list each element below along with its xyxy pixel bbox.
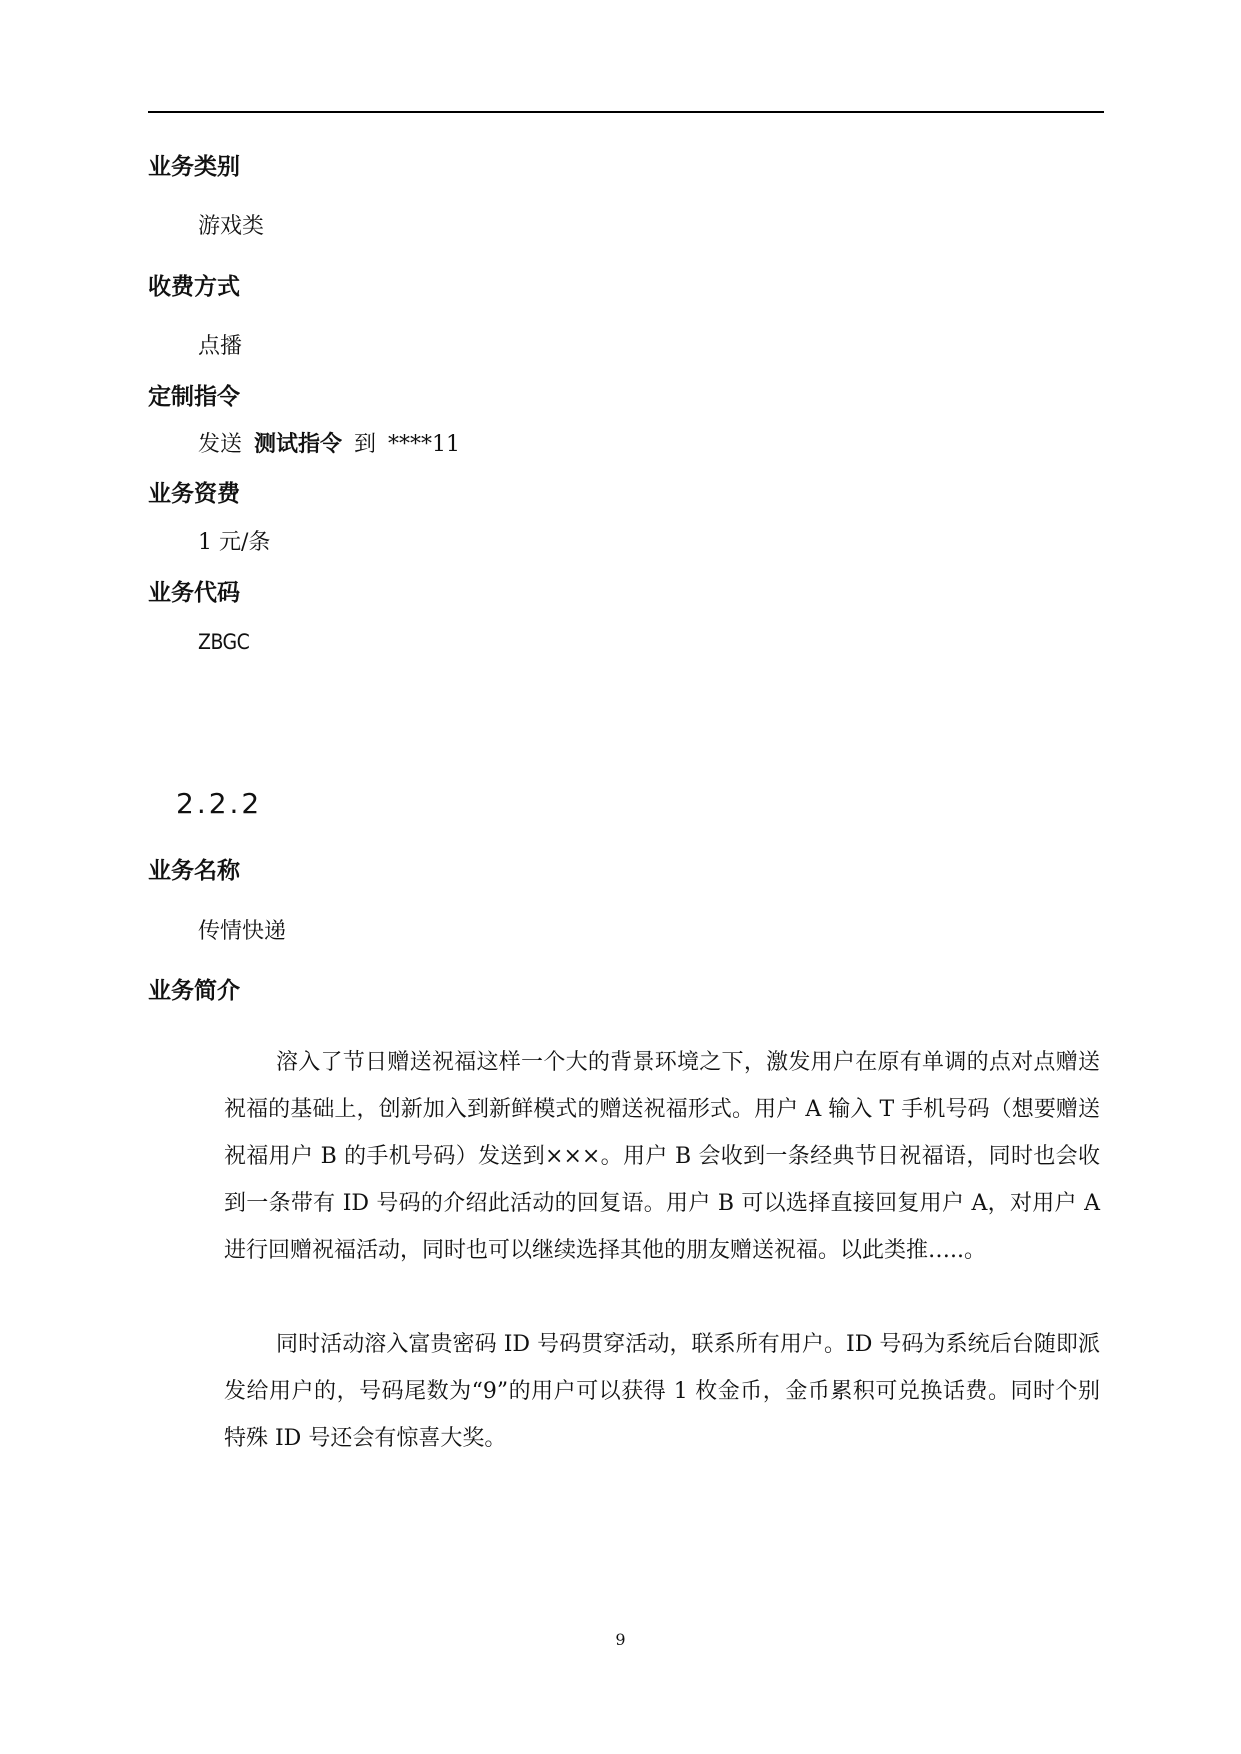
billing-method-value: 点播 xyxy=(198,334,243,359)
command-keyword: 测试指令 xyxy=(254,432,343,457)
business-code-value: ZBGC xyxy=(198,630,250,654)
billing-method-heading: 收费方式 xyxy=(148,274,240,300)
business-category-heading: 业务类别 xyxy=(148,154,240,180)
business-fee-heading: 业务资费 xyxy=(148,481,240,507)
business-name-value: 传情快递 xyxy=(198,919,287,944)
business-fee-value: 1 元/条 xyxy=(198,530,271,555)
header-rule xyxy=(148,111,1104,113)
command-prefix: 发送 xyxy=(198,432,243,457)
business-category-value: 游戏类 xyxy=(198,214,265,239)
intro-paragraph-2: 同时活动溶入富贵密码 ID 号码贯穿活动，联系所有用户。ID 号码为系统后台随即派发给用户的，号码尾数为“9”的用户可以获得 1 枚金币，金币累积可兑换话费。同时个别特殊 ID 号还会有惊喜大奖。 xyxy=(224,1332,1100,1451)
business-name-heading: 业务名称 xyxy=(148,858,240,884)
business-code-heading: 业务代码 xyxy=(148,580,240,606)
command-target: ****11 xyxy=(388,432,461,457)
section-number: 2.2.2 xyxy=(176,787,263,820)
subscribe-command-value xyxy=(198,430,460,460)
page-number: 9 xyxy=(615,1630,626,1649)
business-intro-heading: 业务简介 xyxy=(148,978,240,1004)
command-middle: 到 xyxy=(354,432,377,457)
intro-paragraph-1: 溶入了节日赠送祝福这样一个大的背景环境之下，激发用户在原有单调的点对点赠送祝福的基础上，创新加入到新鲜模式的赠送祝福形式。用户 A 输入 T 手机号码（想要赠送祝福用户 B 的手机号码）发送到×××。用户 B 会收到一条经典节日祝福语，同时也会收到一条带有 ID 号码的介绍此活动的回复语。用户 B 可以选择直接回复用户 A，对用户 A 进行回赠祝福活动，同时也可以继续选择其他的朋友赠送祝福。以此类推…..。 xyxy=(224,1050,1100,1263)
subscribe-command-heading: 定制指令 xyxy=(148,384,240,410)
